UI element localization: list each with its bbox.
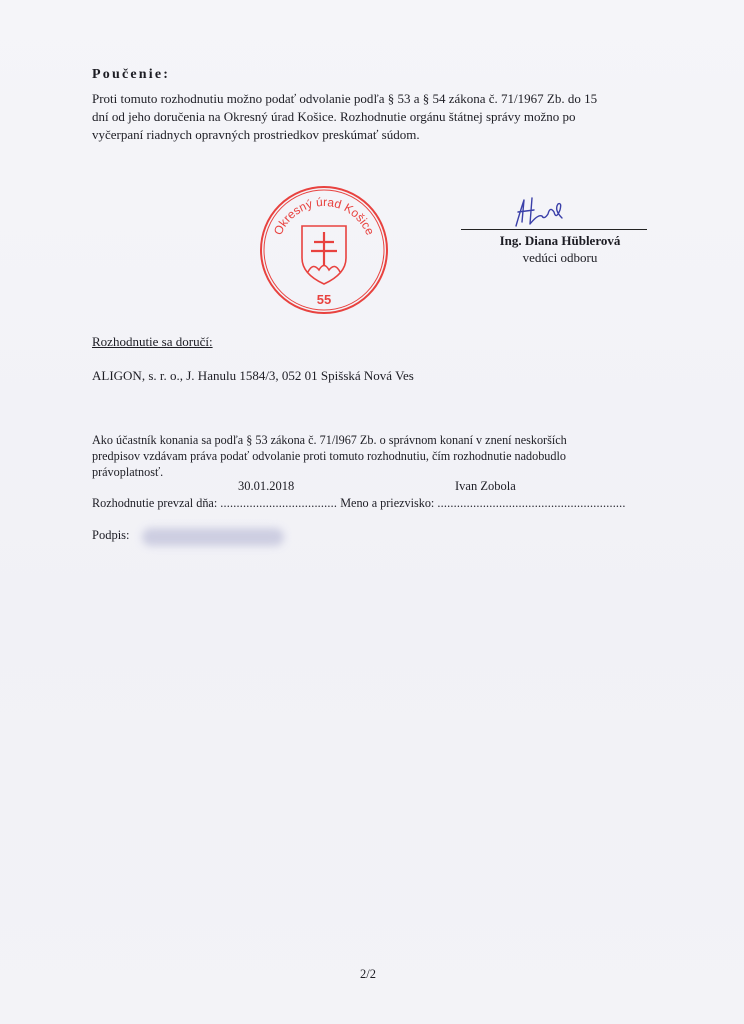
waiver-line-1: Ako účastník konania sa podľa § 53 zákona č. 71/l967 Zb. o správnom konaní v znení neskorších	[92, 433, 567, 447]
notice-paragraph	[92, 90, 666, 144]
signatory-role: vedúci odboru	[522, 250, 598, 265]
waiver-line-3: právoplatnosť.	[92, 465, 164, 479]
waiver-paragraph	[92, 432, 666, 480]
receipt-date-label: Rozhodnutie prevzal dňa:	[92, 496, 218, 510]
handwritten-signature	[510, 192, 570, 232]
delivery-title: Rozhodnutie sa doručí:	[92, 334, 213, 349]
receipt-date-dots: ....................................	[220, 496, 338, 510]
page-number: 2/2	[360, 967, 376, 981]
receipt-name-value: Ivan Zobola	[455, 479, 516, 493]
waiver-line-2: predpisov vzdávam práva podať odvolanie proti tomuto rozhodnutiu, čím rozhodnutie nadobudlo	[92, 449, 566, 463]
receipt-date-value: 30.01.2018	[238, 479, 295, 493]
stamp-number: 55	[316, 292, 332, 307]
notice-line-2: dní od jeho doručenia na Okresný úrad Košice. Rozhodnutie orgánu štátnej správy možno po	[92, 109, 576, 124]
notice-line-1: Proti tomuto rozhodnutiu možno podať odvolanie podľa § 53 a § 54 zákona č. 71/1967 Zb. do 15	[92, 91, 598, 106]
redacted-signature	[142, 528, 284, 546]
stamp-text: Okresný úrad Košice	[270, 194, 378, 238]
receipt-signature-label: Podpis:	[92, 528, 130, 542]
receipt-name-label: Meno a priezvisko:	[340, 496, 435, 510]
receipt-name-dots: ..........................................................	[437, 496, 626, 510]
notice-line-3: vyčerpaní riadnych opravných prostriedkov preskúmať súdom.	[92, 127, 420, 142]
receipt-form-row	[92, 496, 626, 511]
signatory-name: Ing. Diana Hüblerová	[499, 233, 621, 248]
delivery-recipient: ALIGON, s. r. o., J. Hanulu 1584/3, 052 01 Spišská Nová Ves	[92, 368, 414, 383]
signature-line	[461, 229, 647, 230]
official-stamp	[256, 182, 392, 318]
notice-heading: Poučenie:	[92, 67, 171, 82]
